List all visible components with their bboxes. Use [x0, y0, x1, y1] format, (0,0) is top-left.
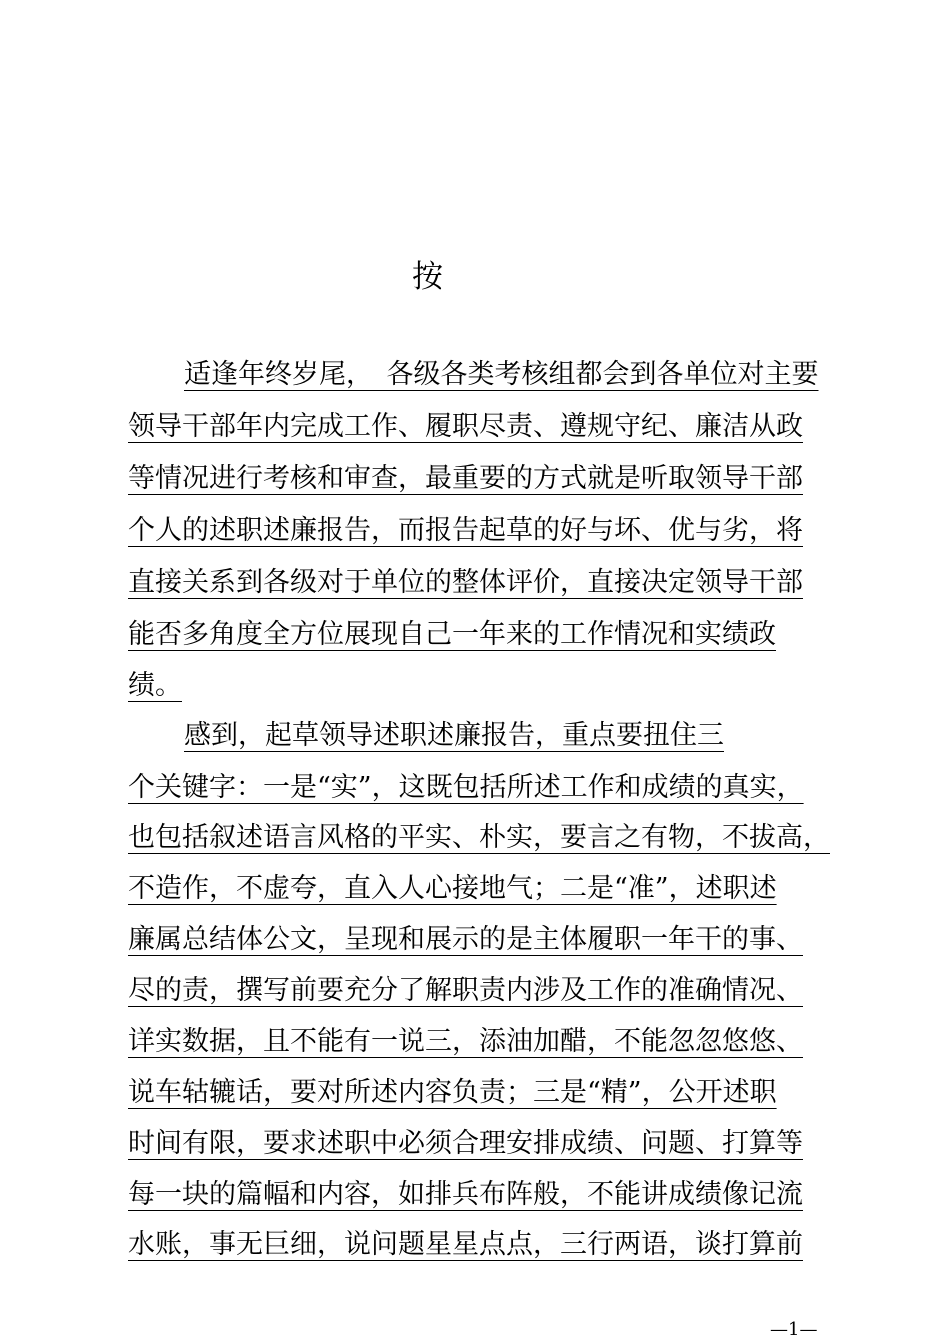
body-line: 每一块的篇幅和内容，如排兵布阵般，不能讲成绩像记流: [128, 1179, 803, 1210]
body-line: 绩。: [128, 670, 182, 701]
page-number: —1—: [770, 1319, 818, 1340]
body-line: 廉属总结体公文，呈现和展示的是主体履职一年干的事、: [128, 924, 803, 955]
body-line: 个人的述职述廉报告，而报告起草的好与坏、优与劣，将: [128, 515, 803, 546]
body-line: 水账，事无巨细，说问题星星点点，三行两语，谈打算前: [128, 1229, 803, 1260]
body-line: 不造作，不虚夸，直入人心接地气；二是“准”，述职述: [128, 873, 777, 904]
body-line: 详实数据，且不能有一说三，添油加醋，不能忽忽悠悠、: [128, 1026, 803, 1057]
body-line: 个关键字：一是“实”，这既包括所述工作和成绩的真实，: [128, 772, 804, 803]
body-line: 能否多角度全方位展现自己一年来的工作情况和实绩政: [128, 619, 776, 650]
document-heading: 按: [412, 259, 443, 295]
body-line: 等情况进行考核和审查，最重要的方式就是听取领导干部: [128, 463, 803, 494]
body-line: 说车轱辘话，要对所述内容负责；三是“精”，公开述职: [128, 1077, 777, 1108]
body-line: 尽的责，撰写前要充分了解职责内涉及工作的准确情况、: [128, 975, 803, 1006]
body-line: 感到，起草领导述职述廉报告，重点要扭住三: [184, 720, 724, 751]
body-line: 直接关系到各级对于单位的整体评价，直接决定领导干部: [128, 567, 803, 598]
body-line: 领导干部年内完成工作、履职尽责、遵规守纪、廉洁从政: [128, 411, 803, 442]
body-line: 时间有限，要求述职中必须合理安排成绩、问题、打算等: [128, 1128, 803, 1159]
body-line: 适逢年终岁尾， 各级各类考核组都会到各单位对主要: [184, 359, 819, 390]
body-line: 也包括叙述语言风格的平实、朴实，要言之有物，不拔高，: [128, 822, 830, 853]
